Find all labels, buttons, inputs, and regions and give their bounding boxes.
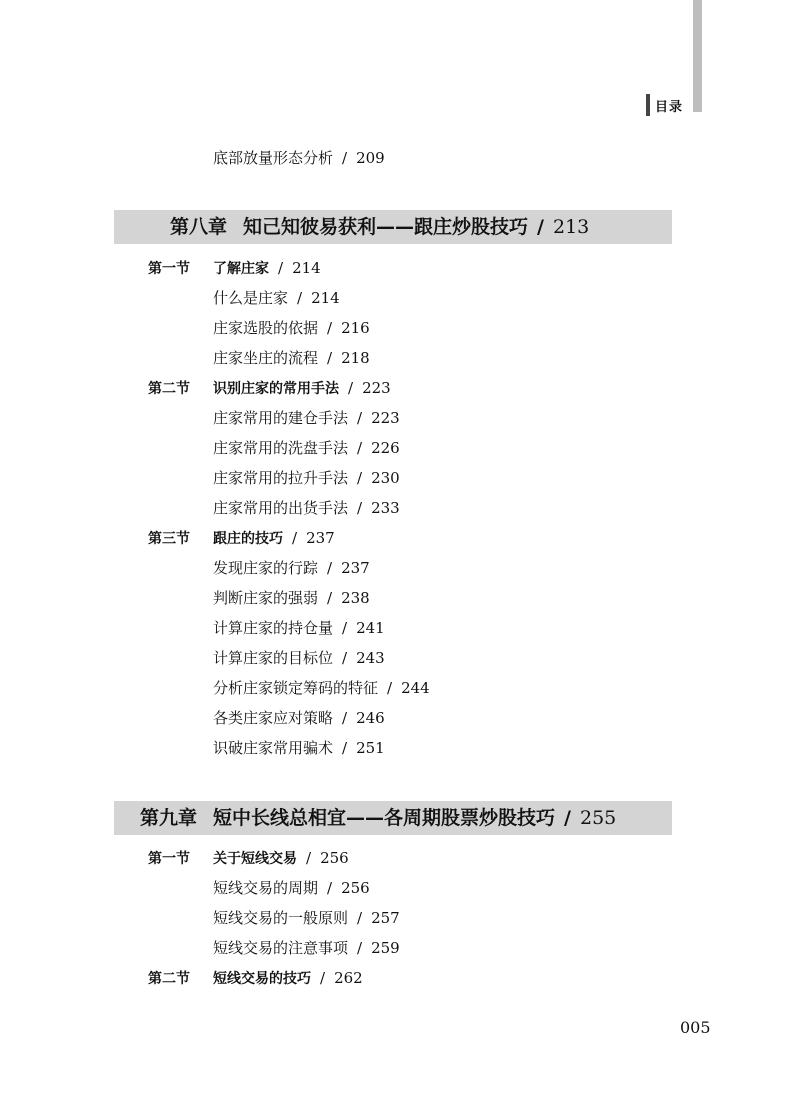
- section-title: 短线交易的技巧: [213, 971, 311, 987]
- section-heading: [148, 378, 391, 399]
- section-number: 第二节: [148, 971, 190, 987]
- entry-page: 233: [371, 499, 400, 517]
- entry-title: 底部放量形态分析: [213, 149, 334, 167]
- separator: /: [342, 619, 348, 637]
- chapter-number: 第八章: [170, 216, 228, 238]
- section-number: 第一节: [148, 261, 190, 277]
- toc-entry: [213, 678, 430, 698]
- entry-page: 226: [371, 439, 400, 457]
- toc-entry: [213, 348, 370, 368]
- entry-page: 241: [356, 619, 385, 637]
- entry-title: 识破庄家常用骗术: [213, 739, 334, 757]
- toc-entry: [213, 498, 400, 518]
- separator: /: [357, 439, 363, 457]
- separator: /: [327, 319, 333, 337]
- separator: /: [327, 879, 333, 897]
- toc-entry: [213, 938, 400, 958]
- separator: /: [342, 709, 348, 727]
- toc-entry: [213, 408, 400, 428]
- entry-title: 短线交易的周期: [213, 879, 319, 897]
- section-number: 第一节: [148, 851, 190, 867]
- separator: /: [357, 499, 363, 517]
- toc-entry: [213, 318, 370, 338]
- entry-page: 223: [371, 409, 400, 427]
- section-number: 第三节: [148, 531, 190, 547]
- entry-page: 238: [341, 589, 370, 607]
- entry-title: 计算庄家的目标位: [213, 649, 334, 667]
- section-page: 237: [306, 529, 335, 547]
- separator: /: [357, 409, 363, 427]
- toc-entry: [213, 708, 385, 728]
- entry-page: 256: [341, 879, 370, 897]
- header-label: 目录: [655, 99, 684, 115]
- toc-entry: [213, 878, 370, 898]
- separator: /: [292, 529, 298, 547]
- separator: /: [387, 679, 393, 697]
- toc-entry: [213, 618, 385, 638]
- entry-title: 判断庄家的强弱: [213, 589, 319, 607]
- separator: /: [564, 807, 571, 829]
- entry-title: 发现庄家的行踪: [213, 559, 319, 577]
- section-number: 第二节: [148, 381, 190, 397]
- separator: /: [306, 849, 312, 867]
- entry-page: 259: [371, 939, 400, 957]
- entry-page: 246: [356, 709, 385, 727]
- entry-title: 庄家常用的洗盘手法: [213, 439, 349, 457]
- separator: /: [357, 939, 363, 957]
- section-page: 256: [320, 849, 349, 867]
- separator: /: [348, 379, 354, 397]
- entry-title: 什么是庄家: [213, 289, 289, 307]
- entry-page: 251: [356, 739, 385, 757]
- running-header: [646, 92, 683, 118]
- separator: /: [297, 289, 303, 307]
- decorative-vertical-bar: [693, 0, 702, 112]
- separator: /: [342, 739, 348, 757]
- entry-page: 257: [371, 909, 400, 927]
- entry-title: 短线交易的注意事项: [213, 939, 349, 957]
- entry-page: 243: [356, 649, 385, 667]
- section-page: 262: [334, 969, 363, 987]
- chapter-title: 知己知彼易获利——跟庄炒股技巧: [243, 216, 529, 238]
- entry-page: 244: [401, 679, 430, 697]
- separator: /: [342, 149, 348, 167]
- separator: /: [278, 259, 284, 277]
- entry-title: 庄家常用的建仓手法: [213, 409, 349, 427]
- section-heading: [148, 968, 363, 989]
- separator: /: [327, 349, 333, 367]
- entry-page: 216: [341, 319, 370, 337]
- section-title: 跟庄的技巧: [213, 531, 283, 547]
- entry-title: 各类庄家应对策略: [213, 709, 334, 727]
- section-page: 214: [292, 259, 321, 277]
- toc-entry: [213, 908, 400, 928]
- entry-page: 218: [341, 349, 370, 367]
- separator: /: [327, 589, 333, 607]
- toc-entry: [213, 148, 385, 168]
- chapter-title: 短中长线总相宜——各周期股票炒股技巧: [213, 807, 556, 829]
- chapter-page: 213: [552, 216, 590, 238]
- entry-page: 230: [371, 469, 400, 487]
- section-title: 了解庄家: [213, 261, 269, 277]
- chapter-heading: [114, 801, 672, 835]
- entry-page: 237: [341, 559, 370, 577]
- section-title: 识别庄家的常用手法: [213, 381, 339, 397]
- page-number: 005: [680, 1018, 711, 1037]
- separator: /: [357, 469, 363, 487]
- entry-title: 短线交易的一般原则: [213, 909, 349, 927]
- entry-title: 庄家选股的依据: [213, 319, 319, 337]
- toc-entry: [213, 558, 370, 578]
- toc-entry: [213, 468, 400, 488]
- entry-title: 庄家坐庄的流程: [213, 349, 319, 367]
- section-page: 223: [362, 379, 391, 397]
- entry-page: 214: [311, 289, 340, 307]
- toc-entry: [213, 288, 340, 308]
- entry-title: 庄家常用的拉升手法: [213, 469, 349, 487]
- section-heading: [148, 528, 335, 549]
- section-heading: [148, 848, 349, 869]
- toc-entry: [213, 438, 400, 458]
- separator: /: [357, 909, 363, 927]
- chapter-heading: [114, 210, 672, 244]
- section-heading: [148, 258, 321, 279]
- separator: /: [320, 969, 326, 987]
- header-marker: [646, 94, 650, 116]
- chapter-page: 255: [579, 807, 617, 829]
- entry-title: 庄家常用的出货手法: [213, 499, 349, 517]
- chapter-number: 第九章: [140, 807, 198, 829]
- section-title: 关于短线交易: [213, 851, 297, 867]
- toc-entry: [213, 648, 385, 668]
- separator: /: [342, 649, 348, 667]
- entry-page: 209: [356, 149, 385, 167]
- separator: /: [327, 559, 333, 577]
- toc-entry: [213, 588, 370, 608]
- entry-title: 计算庄家的持仓量: [213, 619, 334, 637]
- separator: /: [537, 216, 544, 238]
- toc-entry: [213, 738, 385, 758]
- entry-title: 分析庄家锁定筹码的特征: [213, 679, 379, 697]
